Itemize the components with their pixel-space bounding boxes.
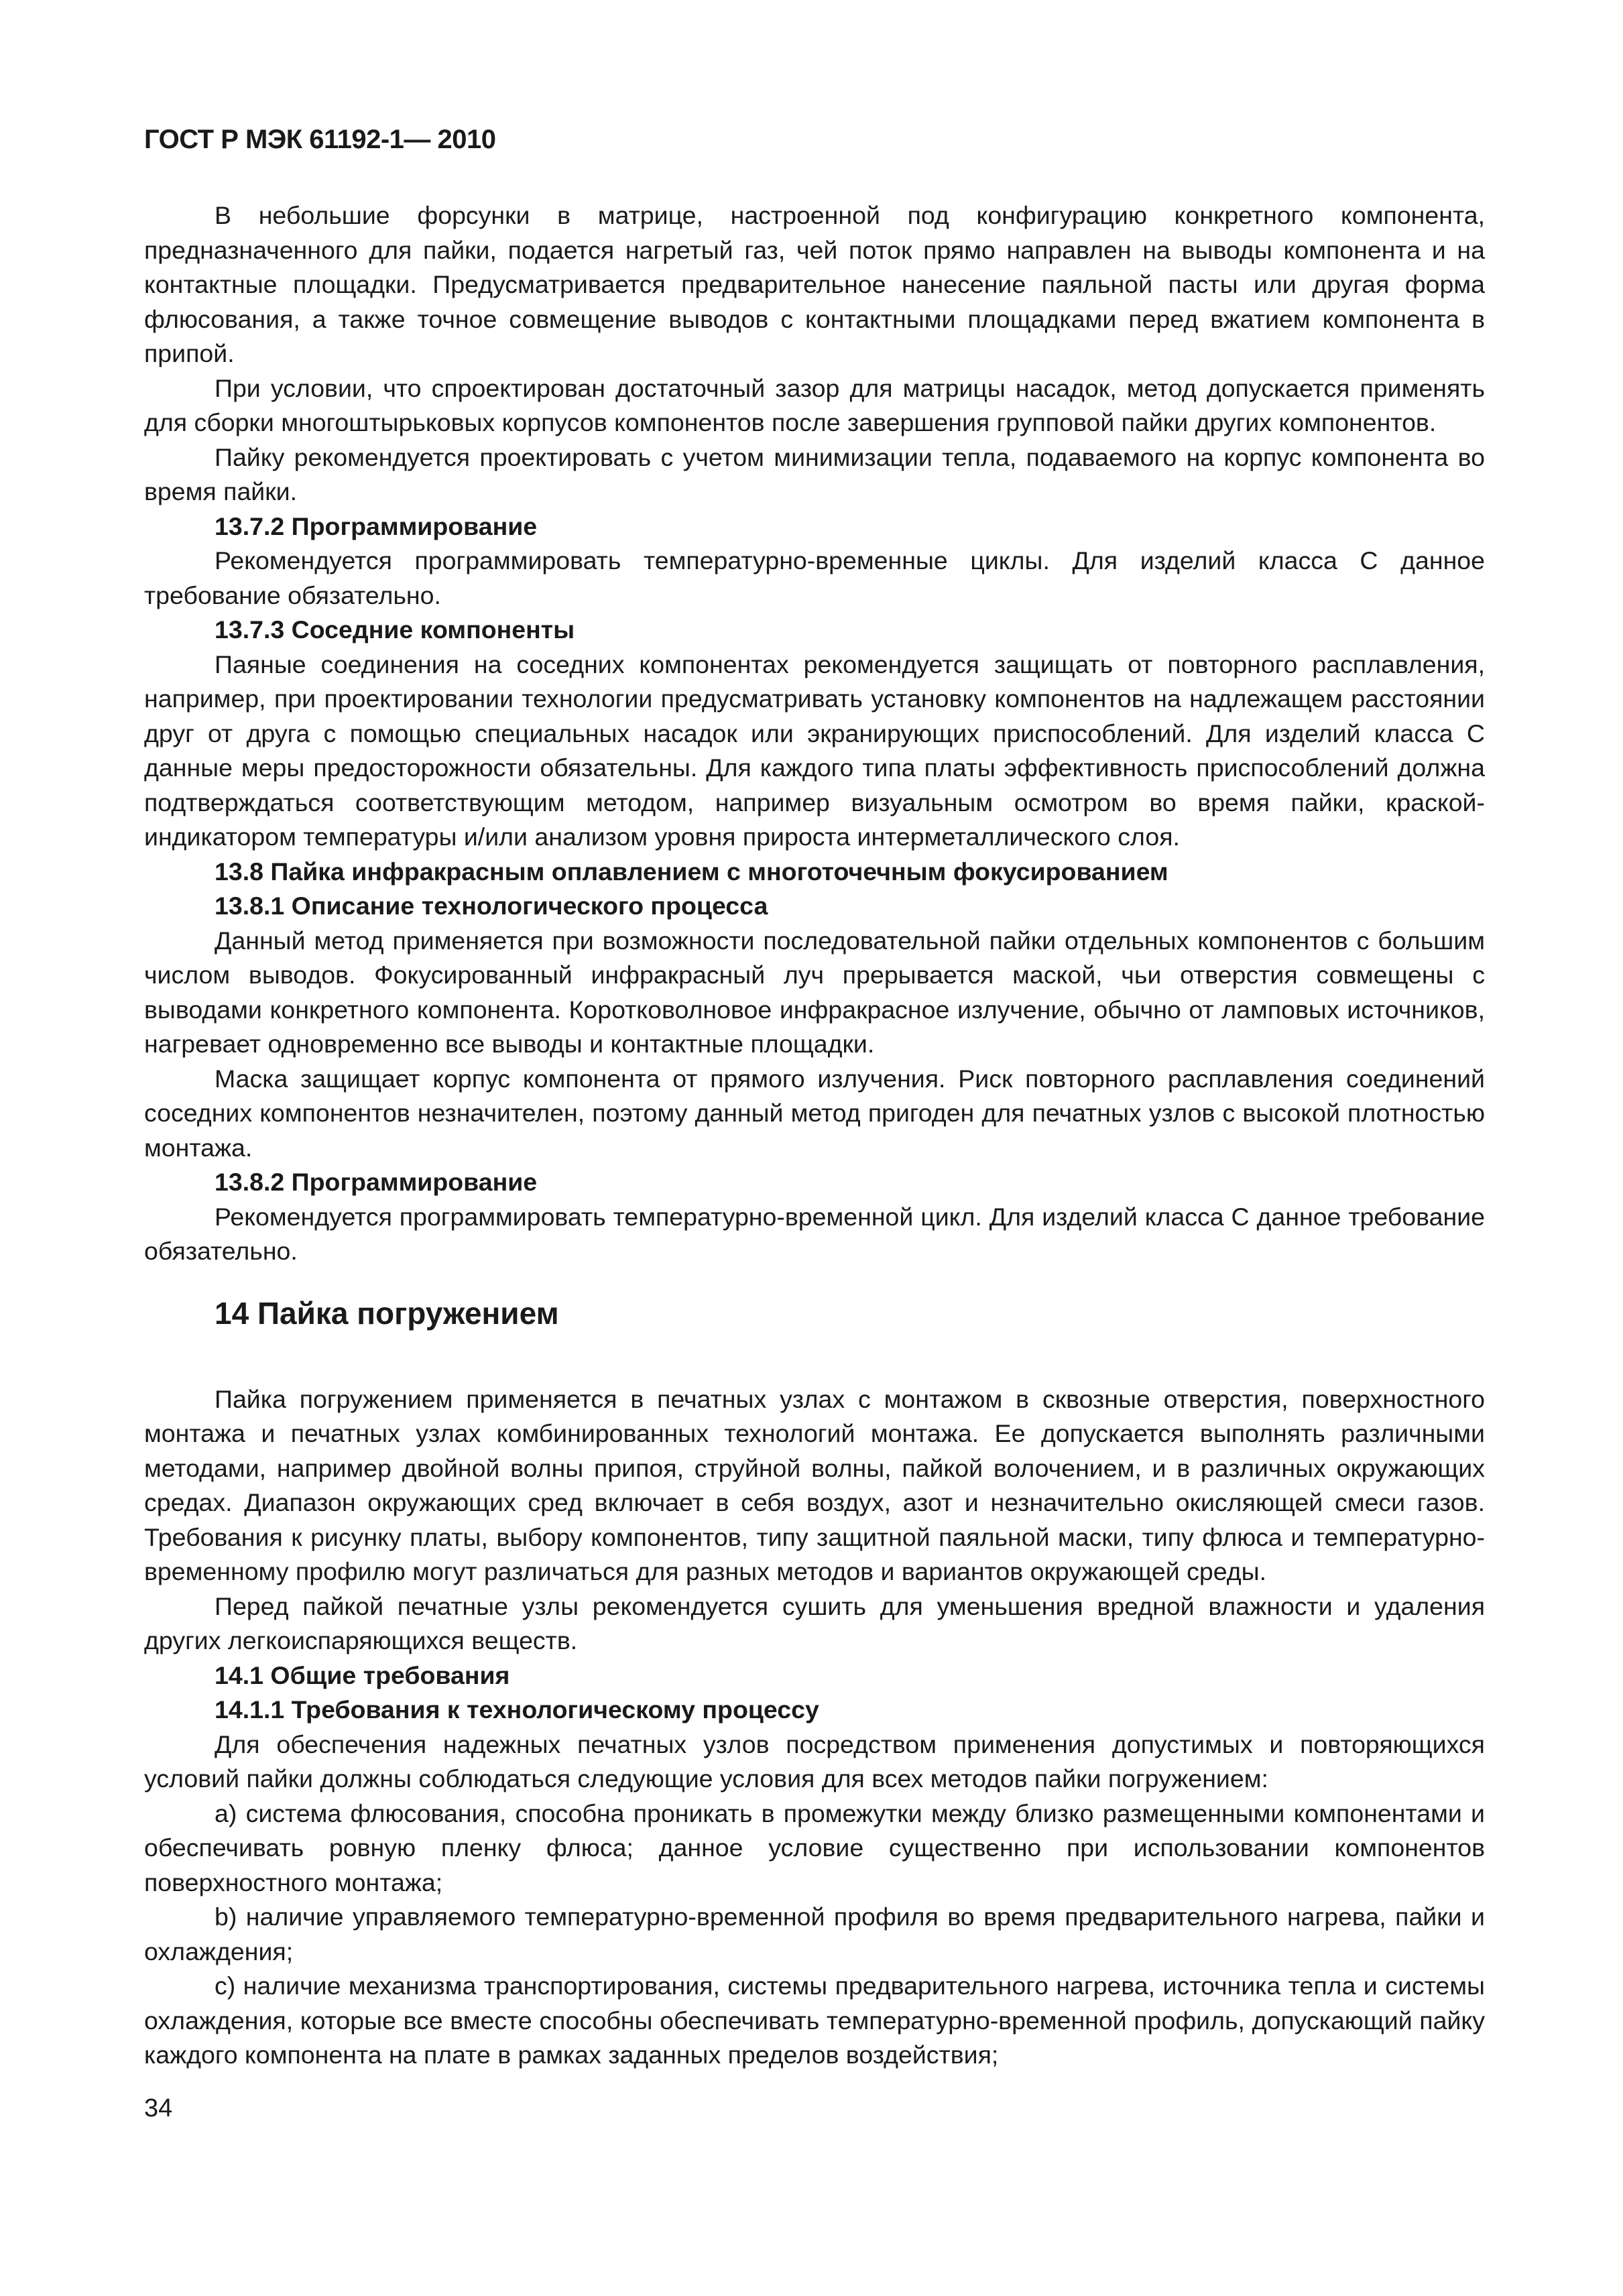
- page-number: 34: [144, 2094, 173, 2122]
- paragraph: Данный метод применяется при возможности последовательной пайки отдельных компонентов с большим числом выводов. Фокусированный инфракрасный луч прерывается маской, чьи отверстия совмещены с выводами конкретного компонента. Коротковолновое инфракрасное излучение, обычно от ламповых источников, нагревает одновременно все выводы и контактные площадки.: [144, 926, 1485, 1058]
- document-body: [144, 198, 1485, 2073]
- paragraph: Пайка погружением применяется в печатных узлах с монтажом в сквозные отверстия, поверхностного монтажа и печатных узлах комбинированных технологий монтажа. Ее допускается выполнять различными методами, например двойной волны припоя, струйной волны, пайкой волочением, и в различных окружающих средах. Диапазон окружающих сред включает в себя воздух, азот и незначительно окисляющей смеси газов. Требования к рисунку платы, выбору компонентов, типу защитной паяльной маски, типу флюса и температурно-временному профилю могут различаться для разных методов и вариантов окружающей среды.: [144, 1384, 1485, 1585]
- subsection-heading: 13.7.3 Соседние компоненты: [215, 615, 575, 644]
- paragraph: Паяные соединения на соседних компонентах рекомендуется защищать от повторного расплавления, например, при проектировании технологии предусматривать установку компонентов на надлежащем расстоянии друг от друга с помощью специальных насадок или экранирующих приспособлений. Для изделий класса С данные меры предосторожности обязательны. Для каждого типа платы эффективность приспособлений должна подтверждаться соответствующим методом, например визуальным осмотром во время пайки, краской-индикатором температуры и/или анализом уровня прироста интерметаллического слоя.: [144, 650, 1485, 851]
- paragraph: b) наличие управляемого температурно-временной профиля во время предварительного нагрева, пайки и охлаждения;: [144, 1902, 1485, 1966]
- paragraph: Для обеспечения надежных печатных узлов посредством применения допустимых и повторяющихся условий пайки должны соблюдаться следующие условия для всех методов пайки погружением:: [144, 1730, 1485, 1793]
- paragraph: Рекомендуется программировать температурно-временные циклы. Для изделий класса С данное требование обязательно.: [144, 546, 1485, 609]
- subsection-heading: 13.8 Пайка инфракрасным оплавлением с многоточечным фокусированием: [215, 857, 1168, 886]
- subsection-heading: 13.7.2 Программирование: [215, 511, 538, 540]
- subsection-heading: 13.8.2 Программирование: [215, 1168, 538, 1196]
- section-heading: 14 Пайка погружением: [215, 1295, 559, 1331]
- paragraph: Пайку рекомендуется проектировать с учетом минимизации тепла, подаваемого на корпус компонента во время пайки.: [144, 442, 1485, 505]
- document-header: ГОСТ Р МЭК 61192-1— 2010: [144, 125, 496, 154]
- paragraph: Маска защищает корпус компонента от прямого излучения. Риск повторного расплавления соединений соседних компонентов незначителен, поэтому данный метод пригоден для печатных узлов с высокой плотностью монтажа.: [144, 1064, 1485, 1162]
- subsection-heading: 14.1.1 Требования к технологическому процессу: [215, 1695, 819, 1724]
- paragraph: Перед пайкой печатные узлы рекомендуется сушить для уменьшения вредной влажности и удаления других легкоиспаряющихся веществ.: [144, 1591, 1485, 1654]
- paragraph: a) система флюсования, способна проникать в промежутки между близко размещенными компонентами и обеспечивать ровную пленку флюса; данное условие существенно при использовании компонентов поверхностного монтажа;: [144, 1799, 1485, 1896]
- paragraph: При условии, что спроектирован достаточный зазор для матрицы насадок, метод допускается применять для сборки многоштырьковых корпусов компонентов после завершения групповой пайки других компонентов.: [144, 373, 1485, 436]
- paragraph: Рекомендуется программировать температурно-временной цикл. Для изделий класса С данное требование обязательно.: [144, 1202, 1485, 1265]
- subsection-heading: 13.8.1 Описание технологического процесса: [215, 892, 768, 920]
- paragraph: В небольшие форсунки в матрице, настроенной под конфигурацию конкретного компонента, предназначенного для пайки, подается нагретый газ, чей поток прямо направлен на выводы компонента и на контактные площадки. Предусматривается предварительное нанесение паяльной пасты или другая форма флюсования, а также точное совмещение выводов с контактными площадками перед вжатием компонента в припой.: [144, 201, 1485, 367]
- paragraph: c) наличие механизма транспортирования, системы предварительного нагрева, источника тепла и системы охлаждения, которые все вместе способны обеспечивать температурно-временной профиль, допускающий пайку каждого компонента на плате в рамках заданных пределов воздействия;: [144, 1972, 1485, 2069]
- subsection-heading: 14.1 Общие требования: [215, 1660, 510, 1689]
